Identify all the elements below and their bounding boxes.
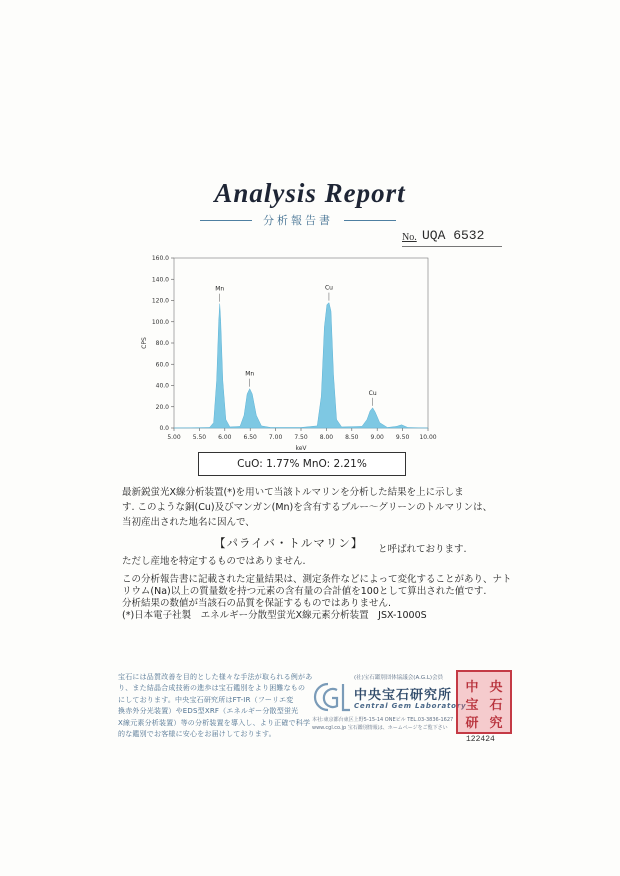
org-address: 本社:東京都台東区上野5-15-14 ONEビル TEL.03-3836-1627 [312,717,454,723]
x-tick-label: 9.00 [370,434,384,441]
x-tick-label: 8.00 [319,434,334,441]
subtitle-rule-left [200,220,252,221]
subtitle-row [200,212,396,228]
seal-char: 究 [489,716,503,731]
y-tick-label: 120.0 [151,297,169,305]
peak-label: Mn [215,285,225,293]
y-tick-label: 60.0 [155,361,169,369]
x-tick-label: 7.00 [268,434,283,441]
y-tick-label: 160.0 [151,255,169,262]
body-line-2: す. このような銅(Cu)及びマンガン(Mn)を含有するブルー～グリーンのトルマリンは、 [122,502,493,513]
called-text: と呼ばれております. [378,544,467,555]
x-tick-label: 6.00 [218,434,232,441]
paraiba-tourmaline-name: 【パライバ・トルマリン】 [214,536,364,550]
chart-frame [174,258,428,428]
peak-label: Cu [368,389,377,397]
notice-line-5: X線元素分析装置）等の分析装置を導入し、より正確で科学 [118,718,311,727]
y-tick-label: 80.0 [155,340,169,347]
body-line-7: 分析結果の数値が当該石の品質を保証するものではありません. [122,598,392,609]
result-box [198,452,406,476]
report-subtitle: 分析報告書 [263,214,333,227]
x-tick-label: 10.00 [419,434,437,441]
x-tick-label: 6.50 [243,434,257,441]
notice-line-6: 的な鑑別でお客様に安心をお届けしております。 [118,730,276,739]
subtitle-rule-right [344,220,396,221]
seal-char: 宝 [465,698,479,713]
notice-line-3: にしております。中央宝石研究所はFT-IR（フーリエ変 [118,695,294,704]
report-number-underline [402,246,502,247]
org-membership: (社)宝石鑑別団体協議会(A.G.L)会員 [354,675,444,681]
x-tick-label: 9.50 [395,434,410,441]
org-name-english: Central Gem Laboratory [354,702,467,710]
cgl-logo-icon [312,678,352,716]
seal-char: 央 [489,680,503,695]
x-tick-label: 5.50 [192,434,207,441]
seal-char: 石 [489,698,503,713]
x-tick-label: 8.50 [345,434,359,441]
spectrum-area [174,303,428,428]
y-tick-label: 140.0 [151,276,169,284]
y-tick-label: 20.0 [155,403,169,411]
x-tick-label: 7.50 [294,434,308,441]
notice-line-1: 宝石には品質改善を目的とした様々な手法が取られる例があ [118,673,313,681]
serial-number: 122424 [466,735,495,744]
body-line-3: 当初産出された地名に因んで、 [122,517,255,528]
seal-char: 研 [465,716,479,731]
org-website: www.cgl.co.jp 宝石鑑別情報は、ホームページをご覧下さい [312,725,448,731]
y-tick-label: 0.0 [159,425,169,432]
seal-char: 中 [465,680,479,695]
report-number-label: No. [402,232,417,243]
notice-line-4: 換赤外分光装置）やEDS型XRF（エネルギー分散型蛍光 [118,707,299,716]
body-line-5: この分析報告書に記載された定量結果は、測定条件などによって変化することがあり、ナト [122,574,512,585]
result-text: CuO: 1.77% MnO: 2.21% [237,458,367,470]
notice-line-2: り、また結晶合成技術の進歩は宝石鑑別をより困難なもの [118,684,306,693]
org-name-japanese: 中央宝石研究所 [354,688,453,703]
footer-notice [118,672,314,740]
peak-label: Cu [324,284,333,292]
body-line-4: ただし産地を特定するものではありません. [122,556,306,567]
peak-label: Mn [245,370,255,378]
body-line-6: リウム(Na)以上の質量数を持つ元素の含有量の合計値を100として算出された値です. [122,586,487,597]
x-axis-label: keV [295,445,307,450]
x-tick-label: 5.00 [167,434,181,441]
y-tick-label: 40.0 [155,382,169,390]
y-axis-label: CPS [141,337,148,349]
body-line-1: 最新鋭蛍光X線分析装置(*)を用いて当該トルマリンを分析した結果を上に示しま [122,487,464,498]
report-title: Analysis Report [214,178,406,208]
xrf-spectrum-chart [136,250,446,450]
y-tick-label: 100.0 [151,318,169,326]
red-seal-stamp [456,670,512,734]
report-number: UQA 6532 [422,228,485,243]
body-line-8: (*)日本電子社製 エネルギー分散型蛍光X線元素分析装置 JSX-1000S [122,610,427,621]
